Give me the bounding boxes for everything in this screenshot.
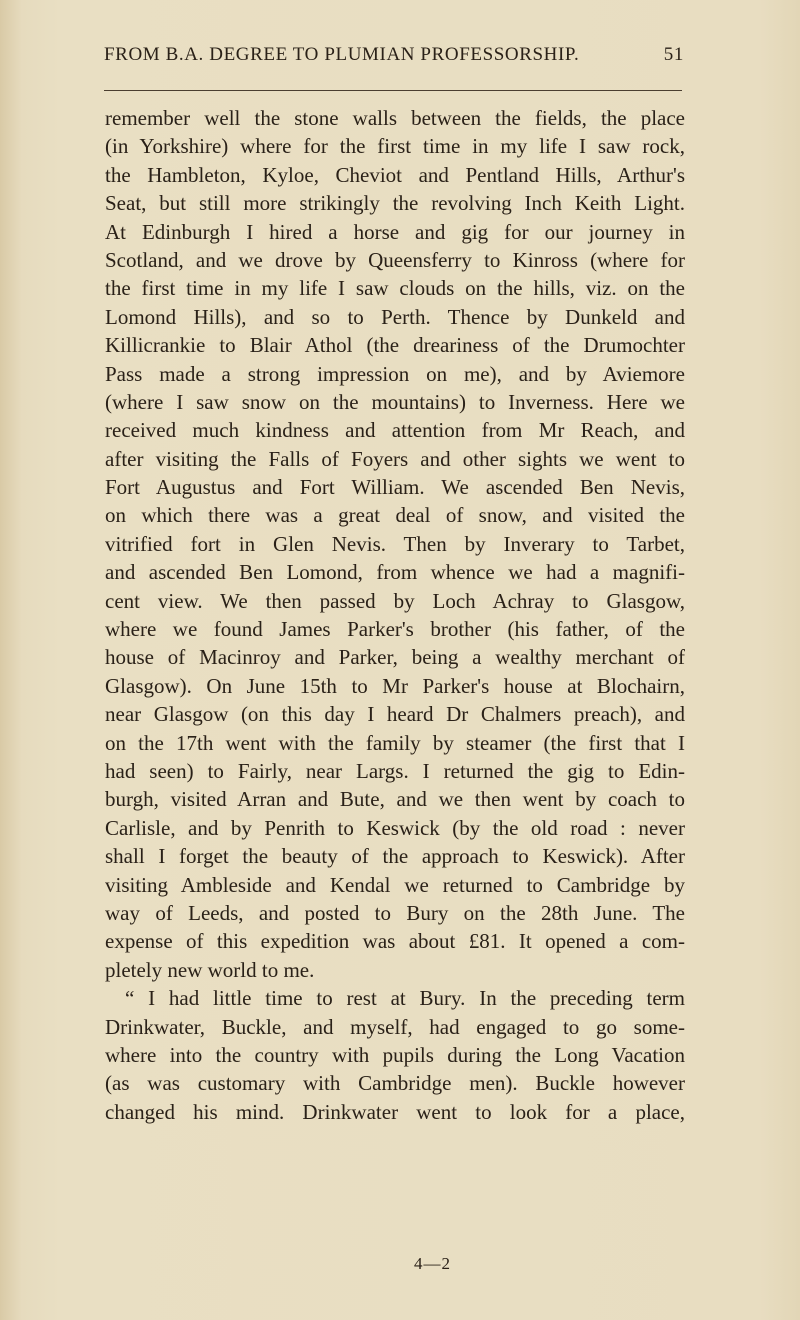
text-line: Fort Augustus and Fort William. We ascended Ben Nevis, [105, 475, 685, 500]
text-line: the Hambleton, Kyloe, Cheviot and Pentland Hills, Arthur's [105, 162, 685, 187]
text-line: “ I had little time to rest at Bury. In the preceding term [125, 986, 685, 1011]
text-line: where we found James Parker's brother (his father, of the [105, 617, 685, 642]
text-line: Killicrankie to Blair Athol (the dreariness of the Drumochter [105, 333, 685, 358]
text-line: Lomond Hills), and so to Perth. Thence by Dunkeld and [105, 304, 685, 329]
text-line: (where I saw snow on the mountains) to Inverness. Here we [105, 389, 685, 414]
text-line: burgh, visited Arran and Bute, and we then went by coach to [105, 787, 685, 812]
text-line: visiting Ambleside and Kendal we returned to Cambridge by [105, 872, 685, 897]
text-line: Seat, but still more strikingly the revolving Inch Keith Light. [105, 191, 685, 216]
text-line: expense of this expedition was about £81. It opened a com- [105, 929, 685, 954]
header-rule [104, 90, 682, 91]
text-line: cent view. We then passed by Loch Achray to Glasgow, [105, 588, 685, 613]
text-line: and ascended Ben Lomond, from whence we had a magnifi- [105, 560, 685, 585]
page-number: 51 [663, 44, 684, 65]
body-text [105, 104, 685, 1126]
text-line: had seen) to Fairly, near Largs. I returned the gig to Edin- [105, 758, 685, 783]
text-line: where into the country with pupils during the Long Vacation [105, 1042, 685, 1067]
text-line: received much kindness and attention from Mr Reach, and [105, 418, 685, 443]
text-line: after visiting the Falls of Foyers and other sights we went to [105, 446, 685, 471]
text-line: the first time in my life I saw clouds on the hills, viz. on the [105, 276, 685, 301]
text-line: Pass made a strong impression on me), and by Aviemore [105, 361, 685, 386]
text-line: on which there was a great deal of snow, and visited the [105, 503, 685, 528]
text-line: house of Macinroy and Parker, being a wealthy merchant of [105, 645, 685, 670]
text-line: pletely new world to me. [105, 957, 315, 982]
signature-mark: 4—2 [414, 1254, 451, 1273]
text-line: Drinkwater, Buckle, and myself, had engaged to go some- [105, 1014, 685, 1039]
text-line: At Edinburgh I hired a horse and gig for our journey in [105, 219, 685, 244]
text-line: (in Yorkshire) where for the first time in my life I saw rock, [105, 134, 685, 159]
text-line: remember well the stone walls between the fields, the place [105, 106, 685, 130]
text-line: Carlisle, and by Penrith to Keswick (by the old road : never [105, 815, 685, 840]
text-line: changed his mind. Drinkwater went to look for a place, [105, 1099, 685, 1124]
text-line: Scotland, and we drove by Queensferry to Kinross (where for [105, 247, 685, 272]
page-header [104, 44, 684, 66]
text-line: vitrified fort in Glen Nevis. Then by Inverary to Tarbet, [105, 531, 685, 556]
text-line: on the 17th went with the family by steamer (the first that I [105, 730, 685, 755]
text-line: (as was customary with Cambridge men). Buckle however [105, 1071, 685, 1096]
text-line: near Glasgow (on this day I heard Dr Chalmers preach), and [105, 702, 685, 727]
text-line: shall I forget the beauty of the approach to Keswick). After [105, 844, 685, 869]
text-line: Glasgow). On June 15th to Mr Parker's house at Blochairn, [105, 673, 685, 698]
text-line: way of Leeds, and posted to Bury on the 28th June. The [105, 900, 685, 925]
running-title: FROM B.A. DEGREE TO PLUMIAN PROFESSORSHIP. [104, 44, 580, 65]
